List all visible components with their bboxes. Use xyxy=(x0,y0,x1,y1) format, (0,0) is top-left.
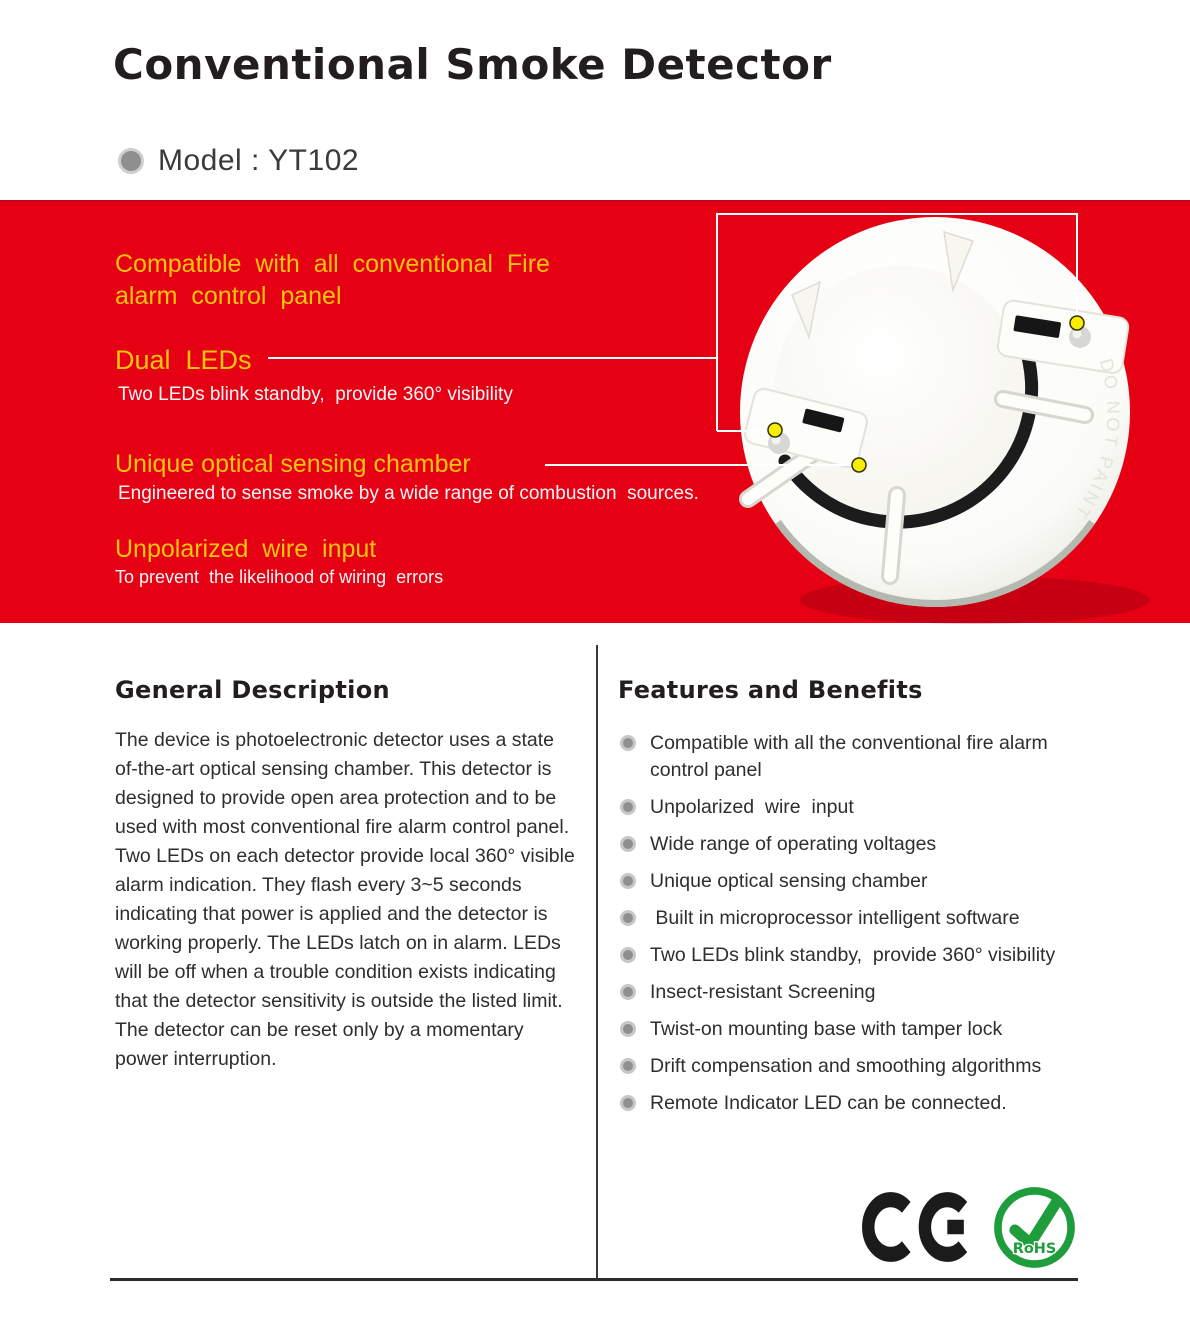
features-section xyxy=(618,676,1096,1127)
feature-text: Unpolarized wire input xyxy=(650,796,854,818)
feature-item xyxy=(618,979,1096,1006)
bullet-icon xyxy=(620,910,636,926)
page-title: Conventional Smoke Detector xyxy=(113,40,832,89)
bullet-icon xyxy=(620,1021,636,1037)
banner-wire-subtext: To prevent the likelihood of wiring errors xyxy=(115,567,444,587)
led-marker-dot xyxy=(1070,316,1084,330)
led-marker-dot xyxy=(768,423,782,437)
feature-item xyxy=(618,868,1096,895)
general-description-paragraph: Two LEDs on each detector provide local 360° visible alarm indication. They flash every 3~5 seconds indicating that power is applied and the detector is working properly. The LEDs latch on in alarm. LEDs will be off when a trouble condition exists indicating that the detector sensitivity is outside the listed limit. The detector can be reset only by a momentary power interruption. xyxy=(115,845,575,1070)
feature-item xyxy=(618,942,1096,969)
general-description-heading: General Description xyxy=(115,676,390,704)
feature-item xyxy=(618,1090,1096,1117)
model-text: Model : YT102 xyxy=(158,144,360,177)
right-led-highlight xyxy=(1073,330,1082,339)
model-row xyxy=(118,144,359,178)
general-description-section xyxy=(115,676,577,1074)
banner-compatibility-line2: alarm control panel xyxy=(115,282,342,310)
column-divider xyxy=(596,645,598,1279)
feature-text: Remote Indicator LED can be connected. xyxy=(650,1092,1007,1114)
rohs-label: RoHS xyxy=(1012,1241,1057,1257)
banner-chamber-subtext: Engineered to sense smoke by a wide range of combustion sources. xyxy=(118,483,699,504)
banner-dual-leds-heading: Dual LEDs xyxy=(115,345,252,375)
feature-text: Insect-resistant Screening xyxy=(650,981,876,1003)
general-description-paragraph: The device is photoelectronic detector uses a state of-the-art optical sensing chamber. This detector is designed to provide open area protection and to be used with most conventional fire alarm control panel. xyxy=(115,729,570,838)
feature-item xyxy=(618,831,1096,858)
led-marker-dot xyxy=(852,458,866,472)
feature-item xyxy=(618,794,1096,821)
feature-item xyxy=(618,730,1096,784)
hero-banner xyxy=(0,200,1190,623)
model-bullet-icon xyxy=(118,148,144,174)
feature-text: Unique optical sensing chamber xyxy=(650,870,928,892)
feature-text: Built in microprocessor intelligent software xyxy=(650,907,1020,929)
feature-text: Twist-on mounting base with tamper lock xyxy=(650,1018,1003,1040)
bottom-rule xyxy=(110,1278,1078,1281)
banner-wire-heading: Unpolarized wire input xyxy=(115,535,377,563)
feature-text: Two LEDs blink standby, provide 360° visibility xyxy=(650,944,1056,966)
bullet-icon xyxy=(620,836,636,852)
banner-chamber-heading: Unique optical sensing chamber xyxy=(115,450,471,478)
feature-item xyxy=(618,905,1096,932)
banner-compatibility-line1: Compatible with all conventional Fire xyxy=(115,250,550,278)
feature-text: Wide range of operating voltages xyxy=(650,833,937,855)
lower-section xyxy=(0,623,1190,1327)
rohs-mark-icon xyxy=(992,1185,1077,1270)
feature-text: Drift compensation and smoothing algorithms xyxy=(650,1055,1042,1077)
bullet-icon xyxy=(620,799,636,815)
bullet-icon xyxy=(620,1095,636,1111)
ce-mark-icon xyxy=(860,1191,978,1263)
feature-text: Compatible with all the conventional fire alarm control panel xyxy=(650,732,1054,781)
feature-item xyxy=(618,1053,1096,1080)
bullet-icon xyxy=(620,873,636,889)
features-heading: Features and Benefits xyxy=(618,676,923,704)
bullet-icon xyxy=(620,1058,636,1074)
bullet-icon xyxy=(620,984,636,1000)
feature-item xyxy=(618,1016,1096,1043)
detector-embossed-text: DO NOT PAINT xyxy=(1069,356,1124,525)
bullet-icon xyxy=(620,735,636,751)
bullet-icon xyxy=(620,947,636,963)
features-list xyxy=(618,730,1096,1117)
banner-dual-leds-subtext: Two LEDs blink standby, provide 360° visibility xyxy=(118,384,513,405)
